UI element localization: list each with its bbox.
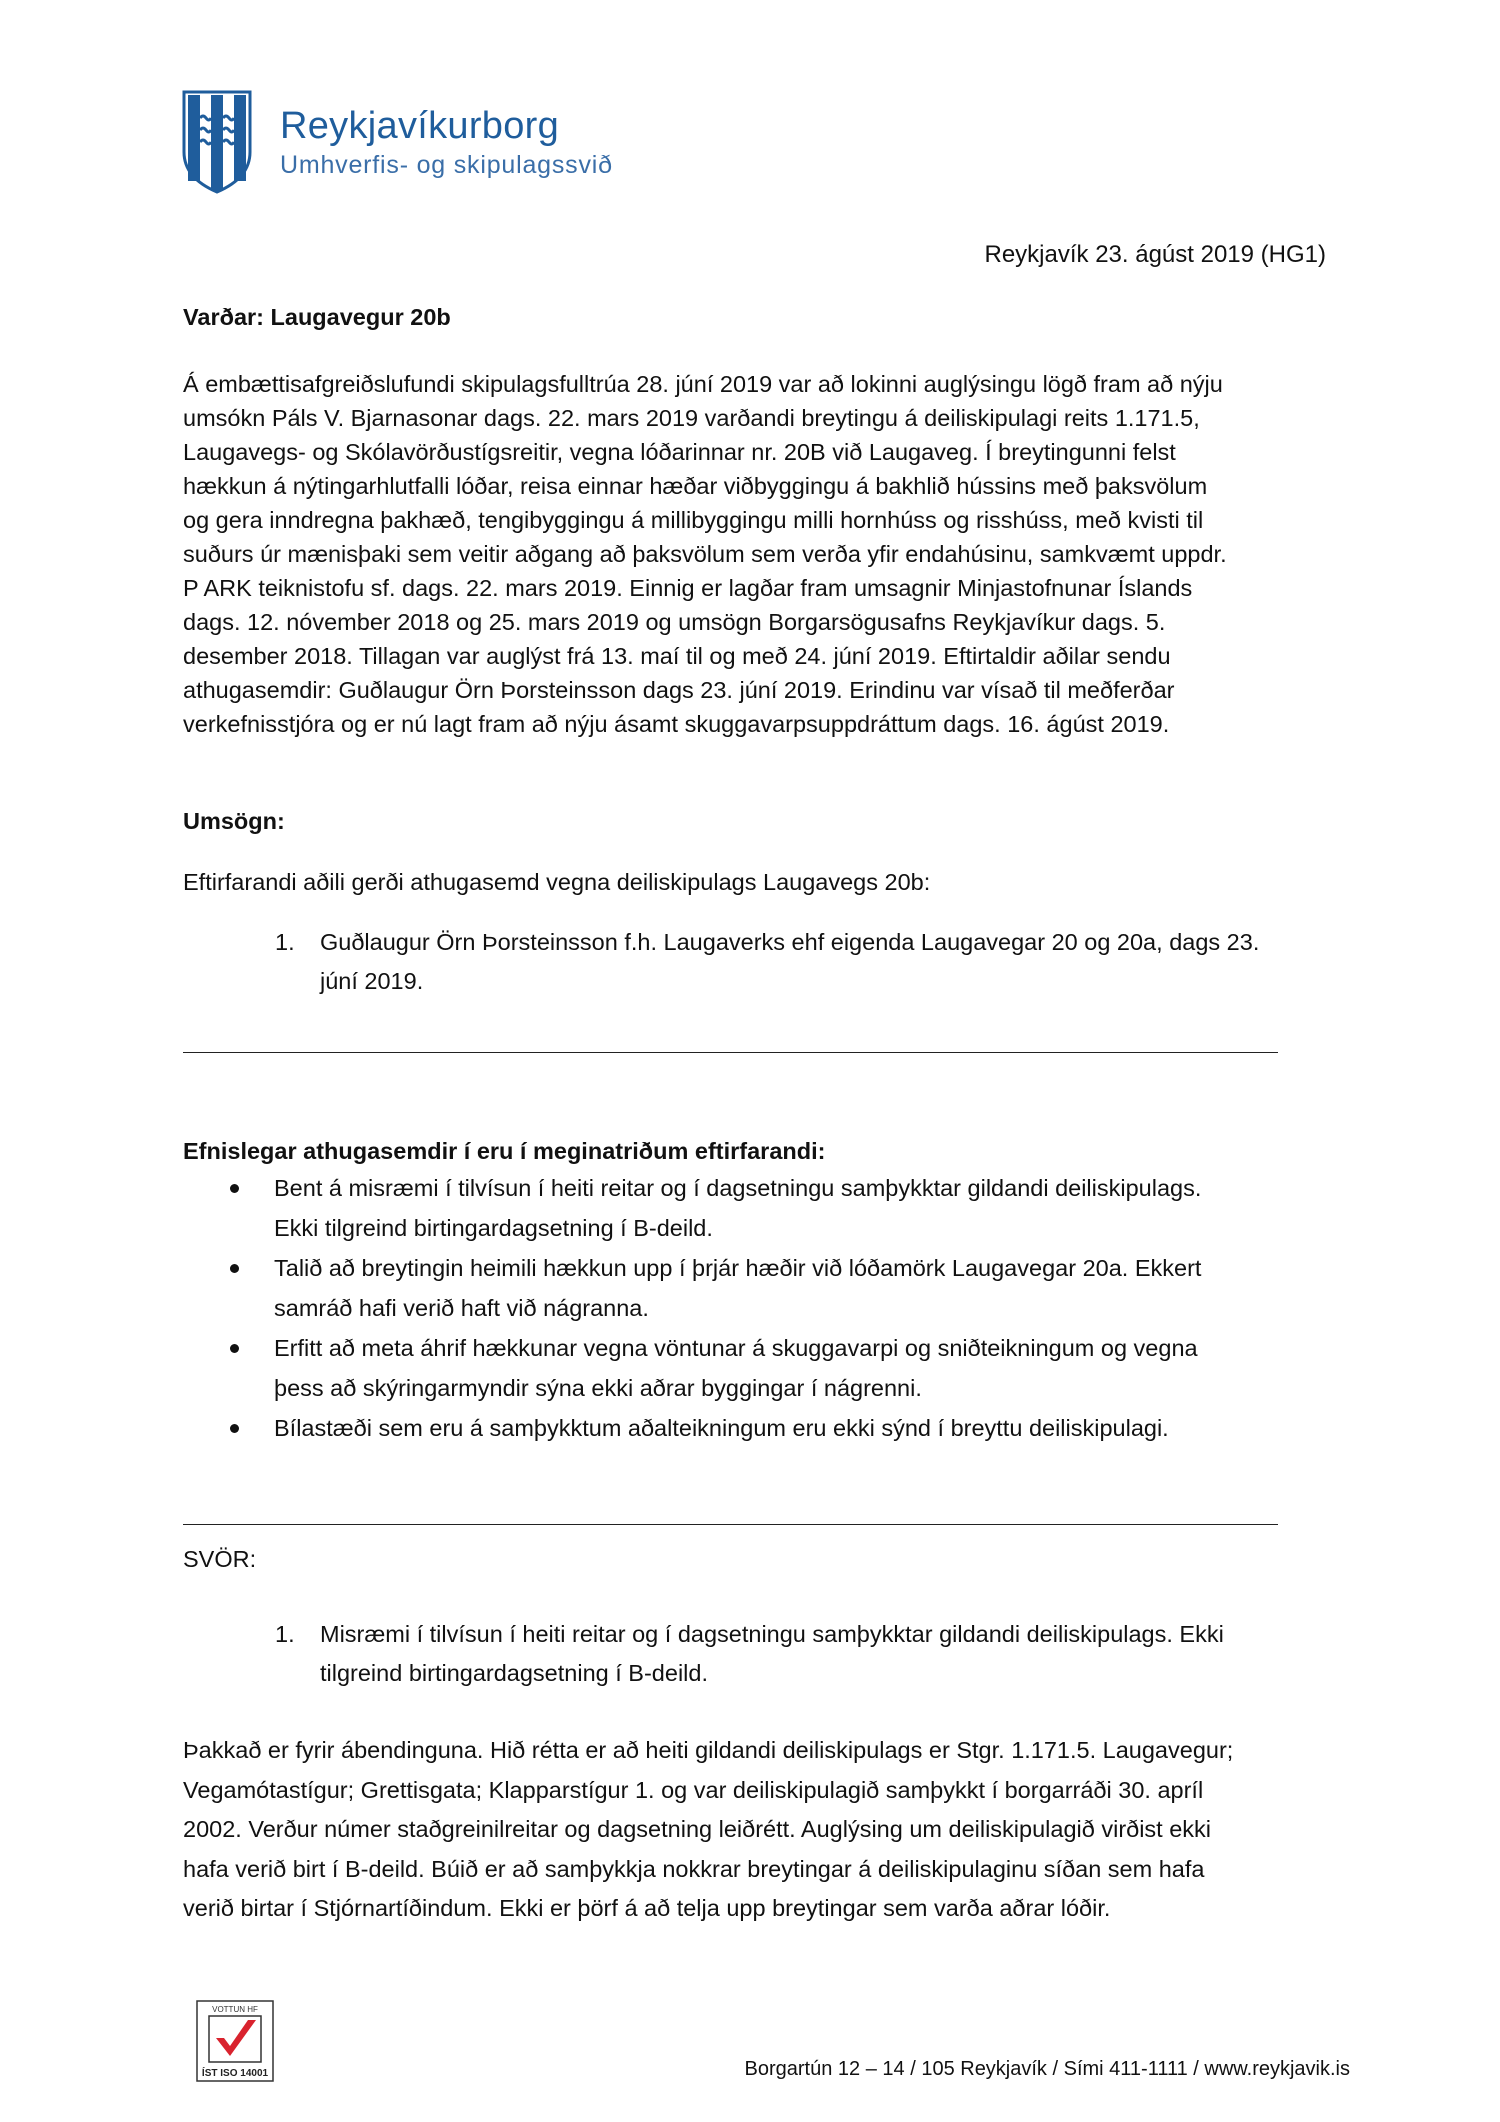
umsogn-section <box>183 804 1333 1001</box>
answer-line: hafa verið birt í B-deild. Búið er að samþykkja nokkrar breytingar á deiliskipulaginu síðan sem hafa <box>183 1855 1205 1882</box>
bullet-icon <box>230 1184 239 1193</box>
bullet-line: Bent á misræmi í tilvísun í heiti reitar og í dagsetningu samþykktar gildandi deiliskipulags. <box>274 1175 1202 1201</box>
answers-section <box>183 1542 1333 1929</box>
intro-line: desember 2018. Tillagan var auglýst frá 13. maí til og með 24. júní 2019. Eftirtaldir aðilar sendu <box>183 643 1171 669</box>
intro-line: Á embættisafgreiðslufundi skipulagsfulltrúa 28. júní 2019 var að lokinni auglýsingu lögð fram að nýju <box>183 371 1223 397</box>
divider <box>183 1052 1278 1053</box>
footer-address: Borgartún 12 – 14 / 105 Reykjavík / Sími 411-1111 / www.reykjavik.is <box>744 2058 1350 2080</box>
answer-line: 2002. Verður númer staðgreinilreitar og dagsetning leiðrétt. Auglýsing um deiliskipulagið virðist ekki <box>183 1816 1212 1842</box>
list-item <box>183 1408 1333 1448</box>
item-line: Guðlaugur Örn Þorsteinsson f.h. Laugaverks ehf eigenda Laugavegar 20 og 20a, dags 23. <box>320 929 1260 955</box>
bullet-line: Bílastæði sem eru á samþykktum aðalteikningum eru ekki sýnd í breyttu deiliskipulagi. <box>274 1415 1169 1441</box>
divider <box>183 1524 1278 1525</box>
cert-top-text: VOTTUN HF <box>212 2005 258 2014</box>
cert-bottom-text: ÍST ISO 14001 <box>201 2068 269 2079</box>
item-number: 1. <box>275 1621 295 1647</box>
comments-section <box>183 1134 1333 1448</box>
item-number: 1. <box>275 929 295 955</box>
subject-heading: Varðar: Laugavegur 20b <box>183 304 451 330</box>
intro-paragraph <box>183 367 1333 741</box>
list-item <box>183 1328 1333 1408</box>
answer-line: verið birtar í Stjórnartíðindum. Ekki er þörf á að telja upp breytingar sem varða aðrar lóðir. <box>183 1895 1111 1921</box>
intro-line: Laugavegs- og Skólavörðustígsreitir, vegna lóðarinnar nr. 20B við Laugaveg. Í breytingunni felst <box>183 439 1176 465</box>
numbered-list-item <box>183 1615 1333 1693</box>
intro-line: umsókn Páls V. Bjarnasonar dags. 22. mars 2019 varðandi breytingu á deiliskipulagi reits 1.171.5, <box>183 405 1200 431</box>
bullet-line: Ekki tilgreind birtingardagsetning í B-deild. <box>274 1215 713 1241</box>
answer-line: Vegamótastígur; Grettisgata; Klapparstígur 1. og var deiliskipulagið samþykkt í borgarráði 30. apríl <box>183 1776 1204 1803</box>
letter-date: Reykjavík 23. ágúst 2019 (HG1) <box>984 241 1326 268</box>
intro-line: verkefnisstjóra og er nú lagt fram að nýju ásamt skuggavarpsuppdráttum dags. 16. ágúst 2019. <box>183 711 1170 737</box>
answer-line: Þakkað er fyrir ábendinguna. Hið rétta er að heiti gildandi deiliskipulags er Stgr. 1.171.5. Laugavegur; <box>183 1737 1234 1763</box>
umsogn-heading: Umsögn: <box>183 808 285 834</box>
organization-block <box>280 104 613 182</box>
intro-section <box>183 300 1333 741</box>
answers-heading: SVÖR: <box>183 1546 257 1572</box>
bullet-icon <box>230 1264 239 1273</box>
item-line: júní 2019. <box>320 968 424 994</box>
bullet-line: Erfitt að meta áhrif hækkunar vegna vöntunar á skuggavarpi og sniðteikningum og vegna <box>274 1335 1198 1361</box>
item-line: Misræmi í tilvísun í heiti reitar og í dagsetningu samþykktar gildandi deiliskipulags. Ekki <box>320 1621 1224 1647</box>
organization-department: Umhverfis- og skipulagssvið <box>280 151 613 179</box>
reykjavik-coat-of-arms-icon <box>182 90 252 194</box>
organization-name: Reykjavíkurborg <box>280 105 560 147</box>
intro-line: athugasemdir: Guðlaugur Örn Þorsteinsson dags 23. júní 2019. Erindinu var vísað til meðferðar <box>183 677 1175 703</box>
item-line: tilgreind birtingardagsetning í B-deild. <box>320 1660 708 1686</box>
intro-line: hækkun á nýtingarhlutfalli lóðar, reisa einnar hæðar viðbyggingu á bakhlið hússins með þaksvölum <box>183 473 1208 499</box>
bullet-line: Talið að breytingin heimili hækkun upp í þrjár hæðir við lóðamörk Laugavegar 20a. Ekkert <box>274 1255 1202 1281</box>
intro-line: suðurs úr mænisþaki sem veitir aðgang að þaksvölum sem verða yfir endahúsinu, samkvæmt uppdr. <box>183 541 1227 567</box>
bullet-line: samráð hafi verið haft við nágranna. <box>274 1295 649 1321</box>
bullet-line: þess að skýringarmyndir sýna ekki aðrar byggingar í nágrenni. <box>274 1375 922 1401</box>
bullet-icon <box>230 1424 239 1433</box>
intro-line: dags. 12. nóvember 2018 og 25. mars 2019 og umsögn Borgarsögusafns Reykjavíkur dags. 5. <box>183 609 1166 635</box>
numbered-list-item <box>183 923 1333 1001</box>
intro-line: P ARK teiknistofu sf. dags. 22. mars 2019. Einnig er lagðar fram umsagnir Minjastofnunar Íslands <box>183 575 1193 601</box>
umsogn-text: Eftirfarandi aðili gerði athugasemd vegna deiliskipulags Laugavegs 20b: <box>183 869 931 895</box>
comments-heading: Efnislegar athugasemdir í eru í meginatriðum eftirfarandi: <box>183 1138 826 1164</box>
certification-checkmark-icon <box>196 2000 274 2082</box>
answer-paragraph <box>183 1731 1333 1929</box>
bullet-icon <box>230 1344 239 1353</box>
comments-list <box>183 1168 1333 1448</box>
list-item <box>183 1168 1333 1248</box>
list-item <box>183 1248 1333 1328</box>
intro-line: og gera inndregna þakhæð, tengibyggingu á millibyggingu milli hornhúss og risshúss, með kvisti til <box>183 507 1204 533</box>
